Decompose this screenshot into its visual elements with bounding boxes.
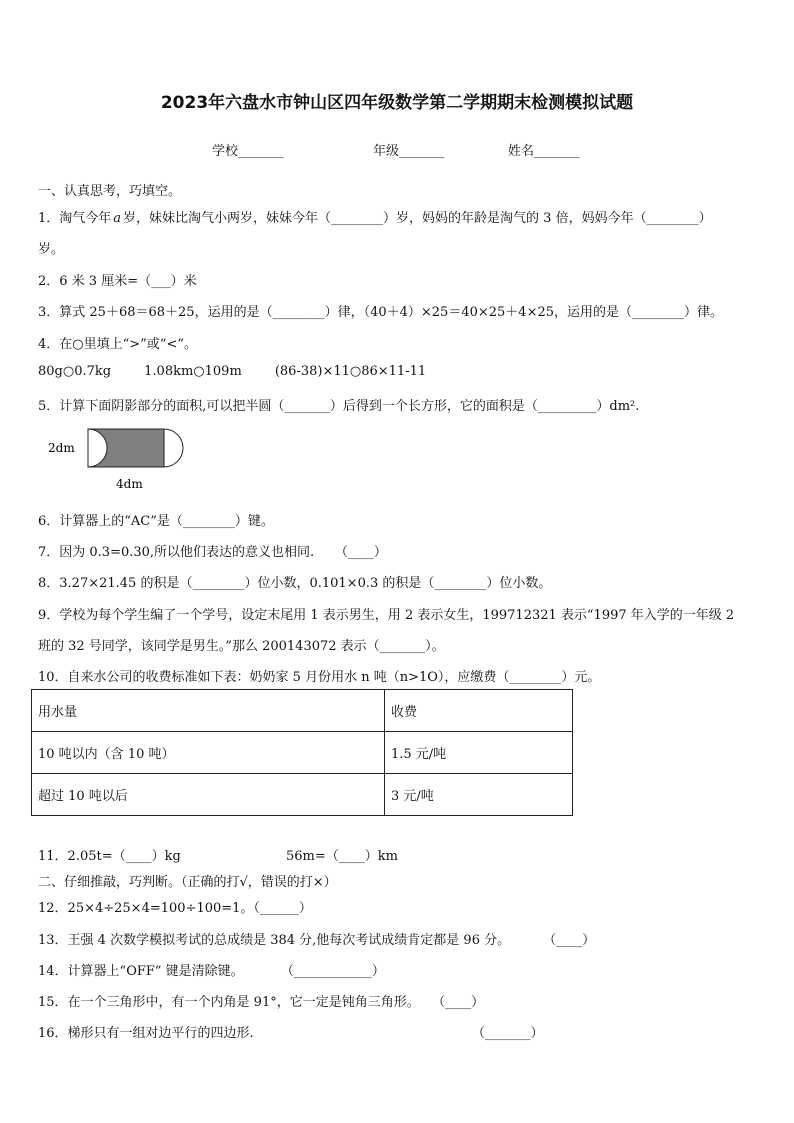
name-field: 姓名_______ bbox=[508, 144, 580, 159]
width-label: 4dm bbox=[116, 477, 143, 491]
question-5: 5．计算下面阴影部分的面积,可以把半圆（_______）后得到一个长方形，它的面积是（_________）dm². bbox=[38, 399, 640, 414]
question-4: 4．在○里填上“>”或“<”。 bbox=[38, 337, 197, 352]
question-1-variable: a bbox=[113, 211, 122, 226]
water-fee-table bbox=[31, 689, 573, 816]
section-heading-judge: 二、仔细推敲，巧判断。（正确的打√，错误的打×） bbox=[38, 875, 337, 890]
question-3: 3．算式 25＋68＝68＋25，运用的是（________）律，（40＋4）×25＝40×25＋4×25，运用的是（________）律。 bbox=[38, 305, 724, 320]
question-6: 6．计算器上的“AC”是（________）键。 bbox=[38, 514, 274, 529]
question-11b: 56m=（____）km bbox=[286, 849, 398, 864]
table-cell: 10 吨以内（含 10 吨） bbox=[32, 732, 385, 774]
height-label: 2dm bbox=[48, 441, 75, 455]
question-16: 16．梯形只有一组对边平行的四边形. bbox=[38, 1026, 254, 1041]
added-semicircle bbox=[164, 429, 183, 467]
question-4-items: 80g○0.7kg 1.08km○109m (86-38)×11○86×11-11 bbox=[38, 364, 427, 379]
question-7: 7．因为 0.3=0.30,所以他们表达的意义也相同. （____） bbox=[38, 545, 387, 560]
table-header-row bbox=[32, 690, 573, 732]
question-1-rest: 岁，妹妹比淘气小两岁，妹妹今年（________）岁，妈妈的年龄是淘气的 3 倍，妈妈今年（________） bbox=[123, 211, 712, 226]
page-title: 2023年六盘水市钟山区四年级数学第二学期期末检测模拟试题 bbox=[160, 93, 634, 113]
question-14: 14．计算器上“OFF” 键是清除键。 （____________） bbox=[38, 964, 385, 979]
grade-field: 年级_______ bbox=[373, 144, 445, 159]
question-10: 10．自来水公司的收费标准如下表：奶奶家 5 月份用水 n 吨（n>1O），应缴费（________）元。 bbox=[38, 670, 601, 685]
question-16-blank: （_______） bbox=[472, 1026, 544, 1041]
table-cell: 1.5 元/吨 bbox=[385, 732, 573, 774]
question-13: 13．王强 4 次数学模拟考试的总成绩是 384 分,他每次考试成绩肯定都是 96 分。 （____） bbox=[38, 933, 596, 948]
table-row bbox=[32, 732, 573, 774]
table-cell: 3 元/吨 bbox=[385, 774, 573, 816]
question-15: 15．在一个三角形中，有一个内角是 91°，它一定是钝角三角形。 （____） bbox=[38, 995, 485, 1010]
shaded-area-diagram bbox=[40, 424, 240, 500]
question-9: 9．学校为每个学生编了一个学号，设定末尾用 1 表示男生，用 2 表示女生，199712321 表示“1997 年入学的一年级 2 bbox=[38, 608, 735, 623]
question-1-continued: 岁。 bbox=[38, 242, 65, 257]
question-2: 2．6 米 3 厘米=（___）米 bbox=[38, 274, 197, 289]
table-header-cell: 收费 bbox=[385, 690, 573, 732]
question-1-start: 1．淘气今年 bbox=[38, 211, 112, 226]
table-cell: 超过 10 吨以后 bbox=[32, 774, 385, 816]
question-12: 12．25×4÷25×4=100÷100=1。（______） bbox=[38, 901, 312, 916]
shaded-area-figure bbox=[40, 424, 240, 500]
question-1 bbox=[38, 207, 712, 226]
section-heading-fill-in: 一、认真思考，巧填空。 bbox=[38, 184, 182, 199]
table-row bbox=[32, 774, 573, 816]
table-header-cell: 用水量 bbox=[32, 690, 385, 732]
school-field: 学校_______ bbox=[212, 144, 284, 159]
question-11a: 11．2.05t=（____）kg bbox=[38, 849, 181, 864]
question-9-continued: 班的 32 号同学，该同学是男生。”那么 200143072 表示（_______）。 bbox=[38, 639, 445, 654]
question-8: 8．3.27×21.45 的积是（________）位小数，0.101×0.3 的积是（________）位小数。 bbox=[38, 576, 552, 591]
